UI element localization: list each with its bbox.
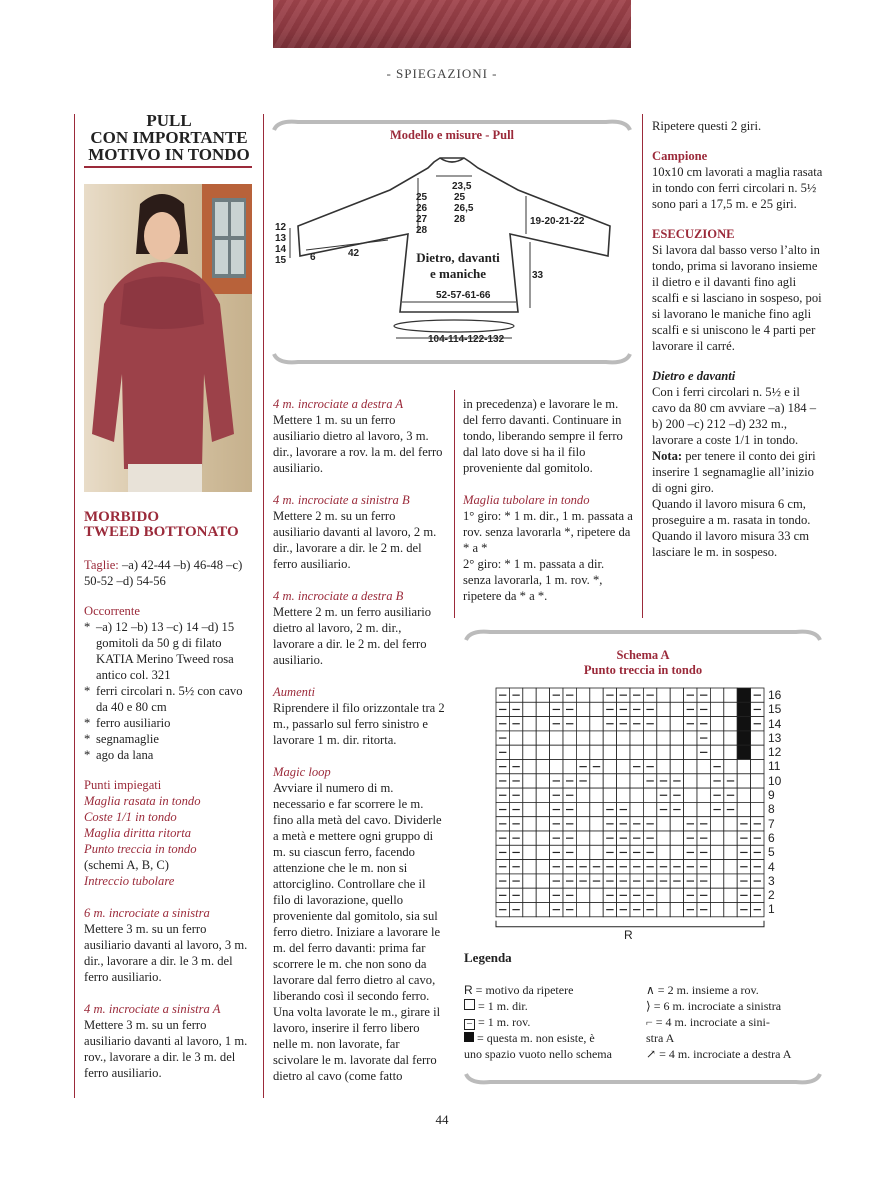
punti-item: Coste 1/1 in tondo xyxy=(84,810,177,824)
measure-42: 42 xyxy=(348,248,360,259)
stitch-title: Aumenti xyxy=(273,685,315,699)
text: Con i ferri circolari n. 5½ e il cavo da 80 cm avviare –a) 184 –b) 200 –c) 212 –d) 232 m., lavorare a coste 1/1 in tondo. xyxy=(652,385,817,447)
column-1 xyxy=(84,557,256,1081)
diagram-center-label: Dietro, davanti e maniche xyxy=(416,250,500,281)
measure-circ: 104-114-122-132 xyxy=(428,334,505,345)
column-divider xyxy=(263,114,264,1098)
text: Nota: per tenere il conto dei giri inserire 1 segnamaglie all’inizio di ogni giro. xyxy=(652,449,816,495)
measure-neck: 23,5 xyxy=(452,181,472,192)
stitch-text: 2° giro: * 1 m. passata a dir. senza lavorarla, 1 m. rov. *, ripetere da * a *. xyxy=(463,557,605,603)
punti-label: Punti impiegati xyxy=(84,778,162,792)
stitch-title: 6 m. incrociate a sinistra xyxy=(84,906,210,920)
column-4 xyxy=(652,118,824,560)
list-item: * ferri circolari n. 5½ con cavo da 40 e 80 cm xyxy=(84,684,243,714)
measure-sleeve: 19-20-21-22 xyxy=(530,216,585,227)
column-3 xyxy=(463,396,635,604)
stitch-text: Mettere 3 m. su un ferro ausiliario davanti al lavoro, 3 m. dir., lavorare a dir. le 3 m. del ferro ausiliario. xyxy=(84,922,248,984)
column-divider xyxy=(642,114,643,618)
measure-33: 33 xyxy=(532,270,544,281)
row-numbers: 16 15 14 13 12 11 10 9 8 7 6 5 4 3 2 1 xyxy=(768,688,782,917)
punti-item: Maglia diritta ritorta xyxy=(84,826,192,840)
list-item: * ago da lana xyxy=(84,748,154,762)
text: Ripetere questi 2 giri. xyxy=(652,119,762,133)
legend-item: ⟩ = 6 m. incrociate a sinistra xyxy=(646,999,782,1013)
stitch-title: Maglia tubolare in tondo xyxy=(463,493,590,507)
legend-item: ⌐ = 4 m. incrociate a sini- xyxy=(646,1015,770,1029)
stitch-text: 1° giro: * 1 m. dir., 1 m. passata a rov. senza lavorarla *, ripetere da * a * xyxy=(463,509,633,555)
section-title: Campione xyxy=(652,149,708,163)
column-divider xyxy=(454,390,455,618)
section-title: Dietro e davanti xyxy=(652,369,736,383)
legend-item: ↗ = 4 m. incrociate a destra A xyxy=(646,1047,792,1061)
punti-item: (schemi A, B, C) xyxy=(84,858,170,872)
section-header: - SPIEGAZIONI - xyxy=(386,66,498,81)
list-item: * ferro ausiliario xyxy=(84,716,171,730)
text: Quando il lavoro misura 6 cm, proseguire a m. rasata in tondo. xyxy=(652,497,811,527)
measure-armhole-left: 25 26 27 28 xyxy=(416,192,428,236)
legend-item: R = motivo da ripetere xyxy=(464,983,574,997)
legend-item: ∧ = 2 m. insieme a rov. xyxy=(646,983,759,997)
column-2 xyxy=(273,396,445,1084)
subtitle: MORBIDO TWEED BOTTONATO xyxy=(84,509,239,540)
model-photo xyxy=(84,184,252,492)
legend-item: = 1 m. dir. xyxy=(464,998,644,1014)
punti-item: Intreccio tubolare xyxy=(84,874,175,888)
stitch-text: Avviare il numero di m. necessario e far scorrere le m. fino alla metà del cavo. Dividerle a metà e mettere ogni gruppo di m. su ciascun ferro, facendo attenzione che le m. non si attorciglino. Controllare che il filo di lavorazione, quello proveniente dal gomitolo, sia sul ferro dietro. Iniziare a lavorare le m. del ferro davanti: prima far scorrere le m. che non sono da lavorare dal ferro dietro al cavo, liberando così il secondo ferro. Una volta lavorate le m., girare il lavoro, inserire il ferro libero nelle m. non lavorate, far scivolare le m. lavorate dal ferro dietro al cavo (come fatto xyxy=(273,781,442,1083)
text: Si lavora dal basso verso l’alto in tondo, prima si lavorano insieme il dietro e il davanti fino agli scalfi e si lasciano in sospeso, poi si lavorano le maniche fino agli scalfi e si uniscono le 4 parti per lavorare il carré. xyxy=(652,243,822,353)
page-number: 44 xyxy=(435,1112,449,1127)
stitch-title: 4 m. incrociate a destra A xyxy=(273,397,404,411)
stitch-text: Mettere 1 m. su un ferro ausiliario dietro al lavoro, 3 m. dir., lavorare a rov. la m. del ferro ausiliario. xyxy=(273,413,443,475)
measure-width: 52-57-61-66 xyxy=(436,290,491,301)
text: Quando il lavoro misura 33 cm lasciare le m. in sospeso. xyxy=(652,529,810,559)
legend-title: Legenda xyxy=(464,950,512,965)
section-title: ESECUZIONE xyxy=(652,227,735,241)
schema-title: Schema A Punto treccia in tondo xyxy=(583,648,703,677)
legend-item: stra A xyxy=(646,1031,675,1045)
legend-item: = questa m. non esiste, è xyxy=(464,1030,644,1046)
repeat-label: R xyxy=(624,928,633,942)
stitch-text: Riprendere il filo orizzontale tra 2 m., passarlo sul ferro sinistro e lavorare 1 m. dir. ritorta. xyxy=(273,701,445,747)
measurements-diagram xyxy=(268,116,636,368)
legend-right xyxy=(646,982,826,1062)
schema-a xyxy=(460,626,826,1096)
list-item: * –a) 12 –b) 13 –c) 14 –d) 15 gomitoli da 50 g di filato KATIA Merino Tweed rosa antico col. 321 xyxy=(84,620,235,682)
stitch-title: Magic loop xyxy=(273,765,331,779)
stitch-title: 4 m. incrociate a sinistra A xyxy=(84,1002,221,1016)
legend-item: – = 1 m. rov. xyxy=(464,1014,644,1030)
page-title: PULL CON IMPORTANTE MOTIVO IN TONDO xyxy=(88,111,250,164)
title-rule xyxy=(84,166,252,168)
column-divider xyxy=(74,114,75,1098)
stitch-text: Mettere 2 m. un ferro ausiliario dietro al lavoro, 2 m. dir., lavorare a dir. le 2 m. del ferro ausiliario. xyxy=(273,605,432,667)
continued-text: in precedenza) e lavorare le m. del ferro davanti. Continuare in tondo, liberando sempre il ferro dal lato dove si ha il filo proveniente dal gomitolo. xyxy=(463,397,623,475)
taglie-text: –a) 42-44 –b) 46-48 –c) 50-52 –d) 54-56 xyxy=(84,558,243,588)
text: 10x10 cm lavorati a maglia rasata in tondo con ferri circolari n. 5½ sono pari a 17,5 m. e 25 giri. xyxy=(652,165,823,211)
legend-item: uno spazio vuoto nello schema xyxy=(464,1047,612,1061)
measure-armhole-right: 25 26,5 28 xyxy=(454,192,474,225)
list-item: * segnamaglie xyxy=(84,732,159,746)
taglie-label: Taglie: xyxy=(84,558,119,572)
stitch-text: Mettere 2 m. su un ferro ausiliario davanti al lavoro, 2 m. dir., lavorare a dir. le 2 m. del ferro ausiliario. xyxy=(273,509,437,571)
occorrente-label: Occorrente xyxy=(84,604,140,618)
stitch-title: 4 m. incrociate a destra B xyxy=(273,589,404,603)
stitch-title: 4 m. incrociate a sinistra B xyxy=(273,493,410,507)
punti-item: Punto treccia in tondo xyxy=(84,842,197,856)
punti-item: Maglia rasata in tondo xyxy=(84,794,201,808)
measure-6: 6 xyxy=(310,252,316,263)
diagram-title: Modello e misure - Pull xyxy=(389,128,515,142)
stitch-text: Mettere 3 m. su un ferro ausiliario davanti al lavoro, 1 m. rov., lavorare a dir. le 3 m. del ferro ausiliario. xyxy=(84,1018,248,1080)
measure-cuff: 12 13 14 15 xyxy=(275,222,287,266)
legend-left xyxy=(464,982,644,1062)
top-photo xyxy=(273,0,631,48)
